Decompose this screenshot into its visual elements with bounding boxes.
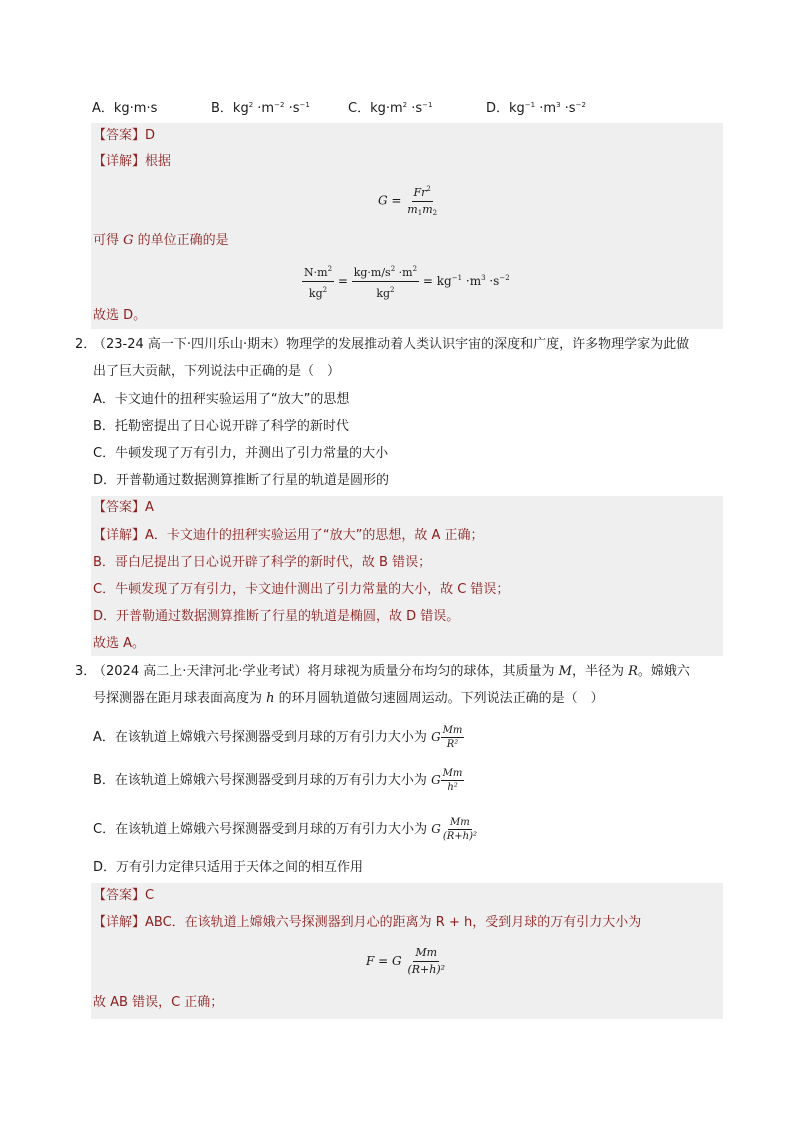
- q2-answer-block: [91, 496, 723, 656]
- q1-answer: 【答案】D: [93, 128, 156, 143]
- q3-answer: 【答案】C: [93, 888, 155, 903]
- q2-option-a: A．卡文迪什的扭秤实验运用了“放大”的思想: [93, 392, 350, 407]
- q2-detail-a: 【详解】A．卡文迪什的扭秤实验运用了“放大”的思想，故 A 正确；: [93, 528, 484, 543]
- q2-option-c: C．牛顿发现了万有引力，并测出了引力常量的大小: [93, 446, 389, 461]
- q1-derive-text: 可得 G 的单位正确的是: [93, 233, 229, 248]
- q2-option-b: B．托勒密提出了日心说开辟了科学的新时代: [93, 419, 349, 434]
- q2-answer: 【答案】A: [93, 500, 154, 515]
- q1-formula-2: $\frac{N\cdot m^2}{kg^2}$ = $\frac{kg\cdot m/s^2 \cdot m^2}{kg^2}$ = $kg^{-1} \cdot m^3 \cdot s^{-2}$: [302, 258, 510, 302]
- q2-option-d: D．开普勒通过数据测算推断了行星的轨道是圆形的: [93, 473, 390, 488]
- q3-conclusion: 故 AB 错误，C 正确；: [93, 995, 224, 1010]
- q3-option-a: A．在该轨道上嫦娥六号探测器受到月球的万有引力大小为 G $\frac{Mm}{\text{R²}}$: [93, 725, 463, 750]
- q2-detail-b: B．哥白尼提出了日心说开辟了科学的新时代，故 B 错误；: [93, 555, 432, 570]
- q1-conclusion: 故选 D。: [93, 308, 147, 323]
- q2-stem-line-1: （23-24 高一下·四川乐山·期末）物理学的发展推动着人类认识宇宙的深度和广度，许多物理学家为此做: [93, 337, 690, 352]
- q3-stem-line-1: （2024 高二上·天津河北·学业考试）将月球视为质量分布均匀的球体，其质量为 M，半径为 R。嫦娥六: [93, 664, 690, 679]
- q2-number: 2．: [75, 337, 97, 352]
- q1-detail: 【详解】根据: [93, 154, 172, 169]
- q3-option-c: C．在该轨道上嫦娥六号探测器受到月球的万有引力大小为 G $\frac{Mm}{\text{(R+h)²}}$: [93, 817, 477, 842]
- q2-conclusion: 故选 A。: [93, 636, 146, 651]
- q1-option-c: C．$kg\cdot m^2 \cdot s^{-1}$: [348, 101, 433, 116]
- q3-stem-line-2: 号探测器在距月球表面高度为 h 的环月圆轨道做匀速圆周运动。下列说法正确的是（ ）: [93, 691, 604, 706]
- q2-detail-c: C．牛顿发现了万有引力，卡文迪什测出了引力常量的大小，故 C 错误；: [93, 582, 510, 597]
- q3-number: 3．: [75, 664, 97, 679]
- q1-option-d: D．$kg^{-1} \cdot m^3 \cdot s^{-2}$: [486, 101, 586, 116]
- q1-option-b: B．$kg^2 \cdot m^{-2} \cdot s^{-1}$: [211, 101, 310, 116]
- q3-detail: 【详解】ABC．在该轨道上嫦娥六号探测器到月心的距离为 R + h，受到月球的万有引力大小为: [93, 915, 642, 930]
- q2-detail-d: D．开普勒通过数据测算推断了行星的轨道是椭圆，故 D 错误。: [93, 609, 460, 624]
- q3-option-d: D．万有引力定律只适用于天体之间的相互作用: [93, 860, 364, 875]
- q3-option-b: B．在该轨道上嫦娥六号探测器受到月球的万有引力大小为 G $\frac{Mm}{\text{h²}}$: [93, 768, 463, 793]
- q1-formula-1: G = $\frac{Fr^2}{m_1m_2}$: [378, 181, 439, 221]
- q3-formula: F = G $\frac{Mm}{\text{(R+h)²}}$: [366, 946, 446, 976]
- q2-stem-line-2: 出了巨大贡献，下列说法中正确的是（ ）: [93, 364, 341, 379]
- q1-option-a: A．kg·m·s: [92, 101, 158, 116]
